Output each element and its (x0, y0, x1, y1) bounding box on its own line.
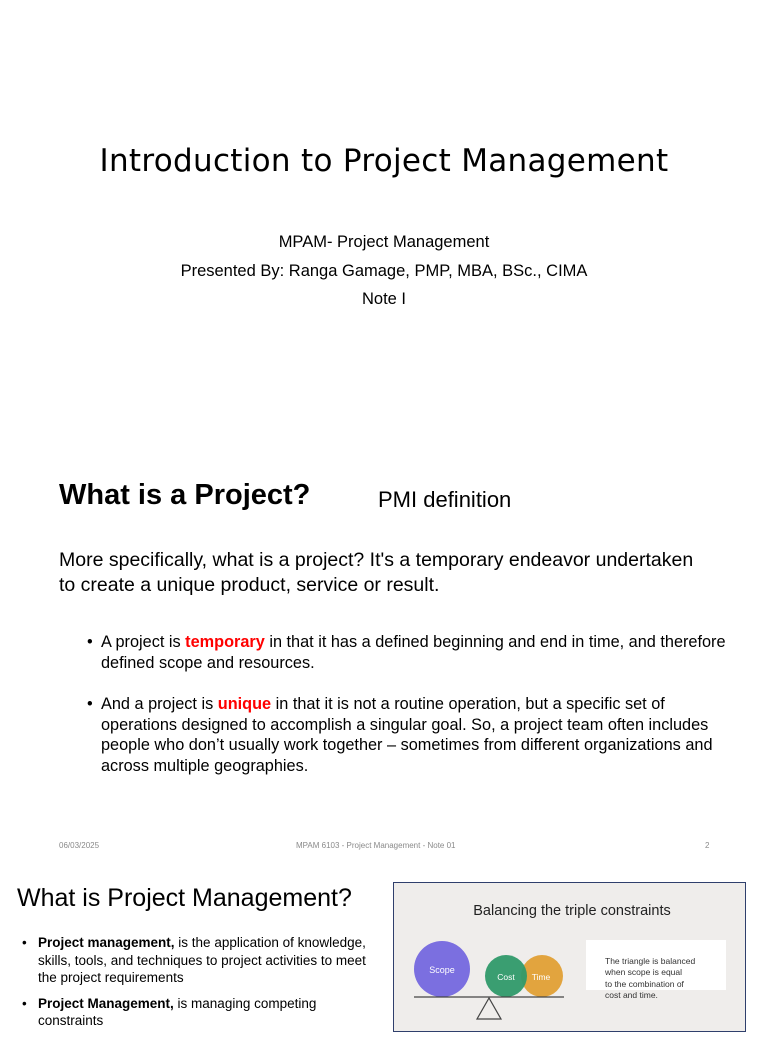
highlight-word: temporary (185, 633, 265, 651)
bullet-text: in that it has a defined beginning and end in time, and therefore defined scope and resources. (101, 633, 726, 672)
page-number: 2 (705, 841, 710, 850)
scope-label: Scope (429, 965, 455, 975)
bullet-text: in that it is not a routine operation, but a specific set of operations designed to accomplish a singular goal. So, a project team often includes people who don’t usually work together – sometimes from different organizations and across multiple geographies. (101, 695, 713, 775)
diagram-title: Balancing the triple constraints (473, 903, 671, 919)
bullet-item-temporary (87, 632, 727, 673)
fulcrum-icon (477, 998, 501, 1019)
footer-date: 06/03/2025 (59, 841, 100, 850)
bullet-item-unique (87, 694, 727, 776)
note-number: Note I (361, 290, 407, 308)
bullet-icon: • (87, 633, 93, 651)
bullet-text: And a project is (101, 695, 218, 714)
bullet-icon: • (22, 995, 27, 1011)
bullet-icon: • (87, 695, 93, 714)
bullet-text: is managing competing constraints (38, 995, 317, 1028)
note-line: when scope is equal (605, 967, 683, 978)
bullet-term: Project Management, (38, 995, 174, 1011)
presentation-subtitle (0, 228, 768, 314)
bullet-text: is the application of knowledge, skills, tools, and techniques to project activities to meet the project requirements (38, 935, 366, 985)
time-label: Time (531, 972, 551, 982)
slide-title (0, 0, 768, 430)
course-name: MPAM- Project Management (278, 233, 490, 251)
slide-what-is-pm (0, 862, 768, 1028)
presenter-line: Presented By: Ranga Gamage, PMP, MBA, BSc., CIMA (180, 261, 588, 280)
note-line: to the combination of (605, 978, 684, 989)
bullet-list (22, 934, 372, 1038)
highlight-word: unique (217, 695, 272, 714)
bullet-icon: • (22, 935, 27, 950)
bullet-list (87, 632, 727, 798)
slide-subheading: PMI definition (378, 487, 512, 512)
presentation-title: Introduction to Project Management (99, 143, 669, 179)
bullet-term: Project management, (38, 935, 175, 950)
cost-label: Cost (497, 972, 515, 982)
diagram-note (586, 940, 726, 1001)
bullet-text: A project is (101, 633, 186, 651)
note-line: The triangle is balanced (605, 956, 696, 966)
bullet-item-application (22, 934, 372, 987)
footer-title: MPAM 6103 - Project Management - Note 01 (296, 841, 456, 850)
bullet-item-constraints (22, 995, 372, 1030)
slide-what-is-project (0, 430, 768, 855)
slide-heading: What is a Project? (59, 479, 311, 511)
note-line: cost and time. (605, 990, 658, 1001)
slide-heading: What is Project Management? (17, 884, 352, 912)
triple-constraints-diagram (393, 882, 746, 1032)
definition-text: More specifically, what is a project? It's a temporary endeavor undertaken to create a unique product, service or result. (59, 549, 694, 596)
